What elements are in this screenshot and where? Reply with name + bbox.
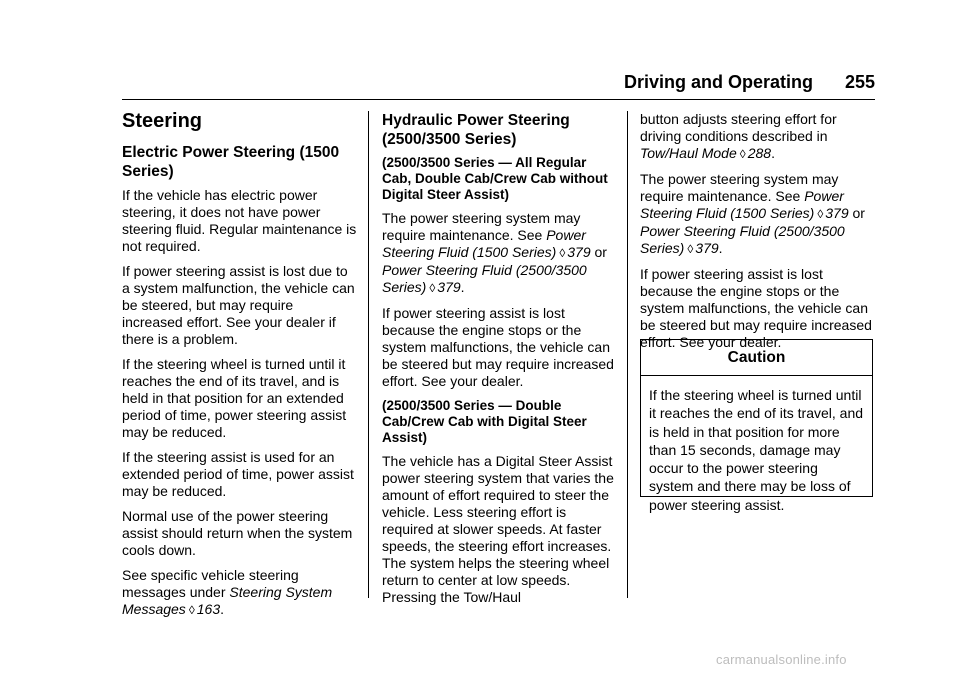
text: . <box>771 145 775 161</box>
page-reference[interactable]: 379 <box>567 244 591 260</box>
paragraph: If the steering assist is used for an extended period of time, power assist may be reduced. <box>122 449 354 499</box>
subheading-hydraulic: Hydraulic Power Steering (2500/3500 Series) <box>382 112 570 148</box>
section-heading: Steering <box>122 110 203 132</box>
header-title: Driving and Operating <box>623 72 813 92</box>
page-reference[interactable]: 288 <box>747 145 772 161</box>
watermark: carmanualsonline.info <box>716 652 847 667</box>
text: . <box>460 279 465 295</box>
cross-reference-link[interactable]: Power Steering Fluid (2500/3500 Series) <box>640 223 845 256</box>
page-reference[interactable]: 379 <box>437 279 461 295</box>
subheading-electric: Electric Power Steering (1500 Series) <box>122 144 340 180</box>
paragraph <box>122 567 357 619</box>
cross-reference-link[interactable]: Power Steering Fluid (1500 Series) <box>640 188 844 221</box>
column-2 <box>382 111 614 614</box>
paragraph <box>382 210 614 297</box>
caution-body: If the steering wheel is turned until it reaches the end of its travel, and is held in that position for more than 15 seconds, damage may occur to the power steering system and there may be loss of power steering assist. <box>649 387 864 513</box>
paragraph <box>640 111 875 163</box>
text: button adjusts steering effort for driving conditions described in <box>640 111 837 144</box>
paragraph: If power steering assist is lost due to a system malfunction, the vehicle can be steered, but may require increased effort. See your dealer if there is a problem. <box>122 263 355 347</box>
page-number: 255 <box>844 72 875 92</box>
paragraph: If the vehicle has electric power steering, it does not have power steering fluid. Regular maintenance is not required. <box>122 187 357 254</box>
page-ref-icon: ◊ <box>559 246 566 260</box>
cross-reference-link[interactable]: Power Steering Fluid (1500 Series) <box>382 227 586 260</box>
page-header <box>122 72 875 96</box>
page-ref-icon: ◊ <box>739 147 746 161</box>
column-3 <box>640 111 875 359</box>
caution-box <box>640 339 873 513</box>
paragraph <box>640 171 875 258</box>
caution-title: Caution <box>641 340 872 376</box>
column-divider <box>368 111 369 598</box>
column-divider <box>627 111 628 598</box>
paragraph: Normal use of the power steering assist should return when the system cools down. <box>122 508 353 558</box>
page-reference[interactable]: 163 <box>196 601 221 617</box>
cross-reference-link[interactable]: Power Steering Fluid (2500/3500 Series) <box>382 262 587 295</box>
text: The power steering system may require maintenance. See <box>382 210 581 243</box>
text: See specific vehicle steering messages under <box>122 567 299 600</box>
page-ref-icon: ◊ <box>188 603 195 617</box>
page-reference[interactable]: 379 <box>695 240 719 256</box>
paragraph: If power steering assist is lost because the engine stops or the system malfunctions, the vehicle can be steered but may require increased effort. See your dealer. <box>640 266 872 350</box>
text: or <box>848 205 865 221</box>
text: . <box>220 601 224 617</box>
paragraph: If the steering wheel is turned until it reaches the end of its travel, and is held in that position for an extended period of time, power steering assist may be reduced. <box>122 356 347 440</box>
cross-reference-link[interactable]: Tow/Haul Mode <box>640 145 737 161</box>
page-ref-icon: ◊ <box>817 207 824 221</box>
paragraph: The vehicle has a Digital Steer Assist power steering system that varies the amount of effort required to steer the vehicle. Less steering effort is required at slower speeds. At faster speeds, the steering effort increases. The system helps the steering wheel return to center at low speeds. Pressing the Tow/Haul <box>382 453 614 605</box>
minor-heading: (2500/3500 Series — Double Cab/Crew Cab with Digital Steer Assist) <box>382 398 587 445</box>
page-reference[interactable]: 379 <box>825 205 849 221</box>
text: . <box>718 240 723 256</box>
cross-reference-link[interactable]: Steering System Messages <box>122 584 333 617</box>
page-ref-icon: ◊ <box>429 281 436 295</box>
column-1 <box>122 109 357 627</box>
text: or <box>590 244 607 260</box>
text: The power steering system may require maintenance. See <box>640 171 839 204</box>
paragraph: If power steering assist is lost because the engine stops or the system malfunctions, the vehicle can be steered but may require increased effort. See your dealer. <box>382 305 614 389</box>
header-rule <box>122 99 875 100</box>
minor-heading: (2500/3500 Series — All Regular Cab, Double Cab/Crew Cab without Digital Steer Assist) <box>382 155 608 202</box>
page-ref-icon: ◊ <box>687 242 694 256</box>
